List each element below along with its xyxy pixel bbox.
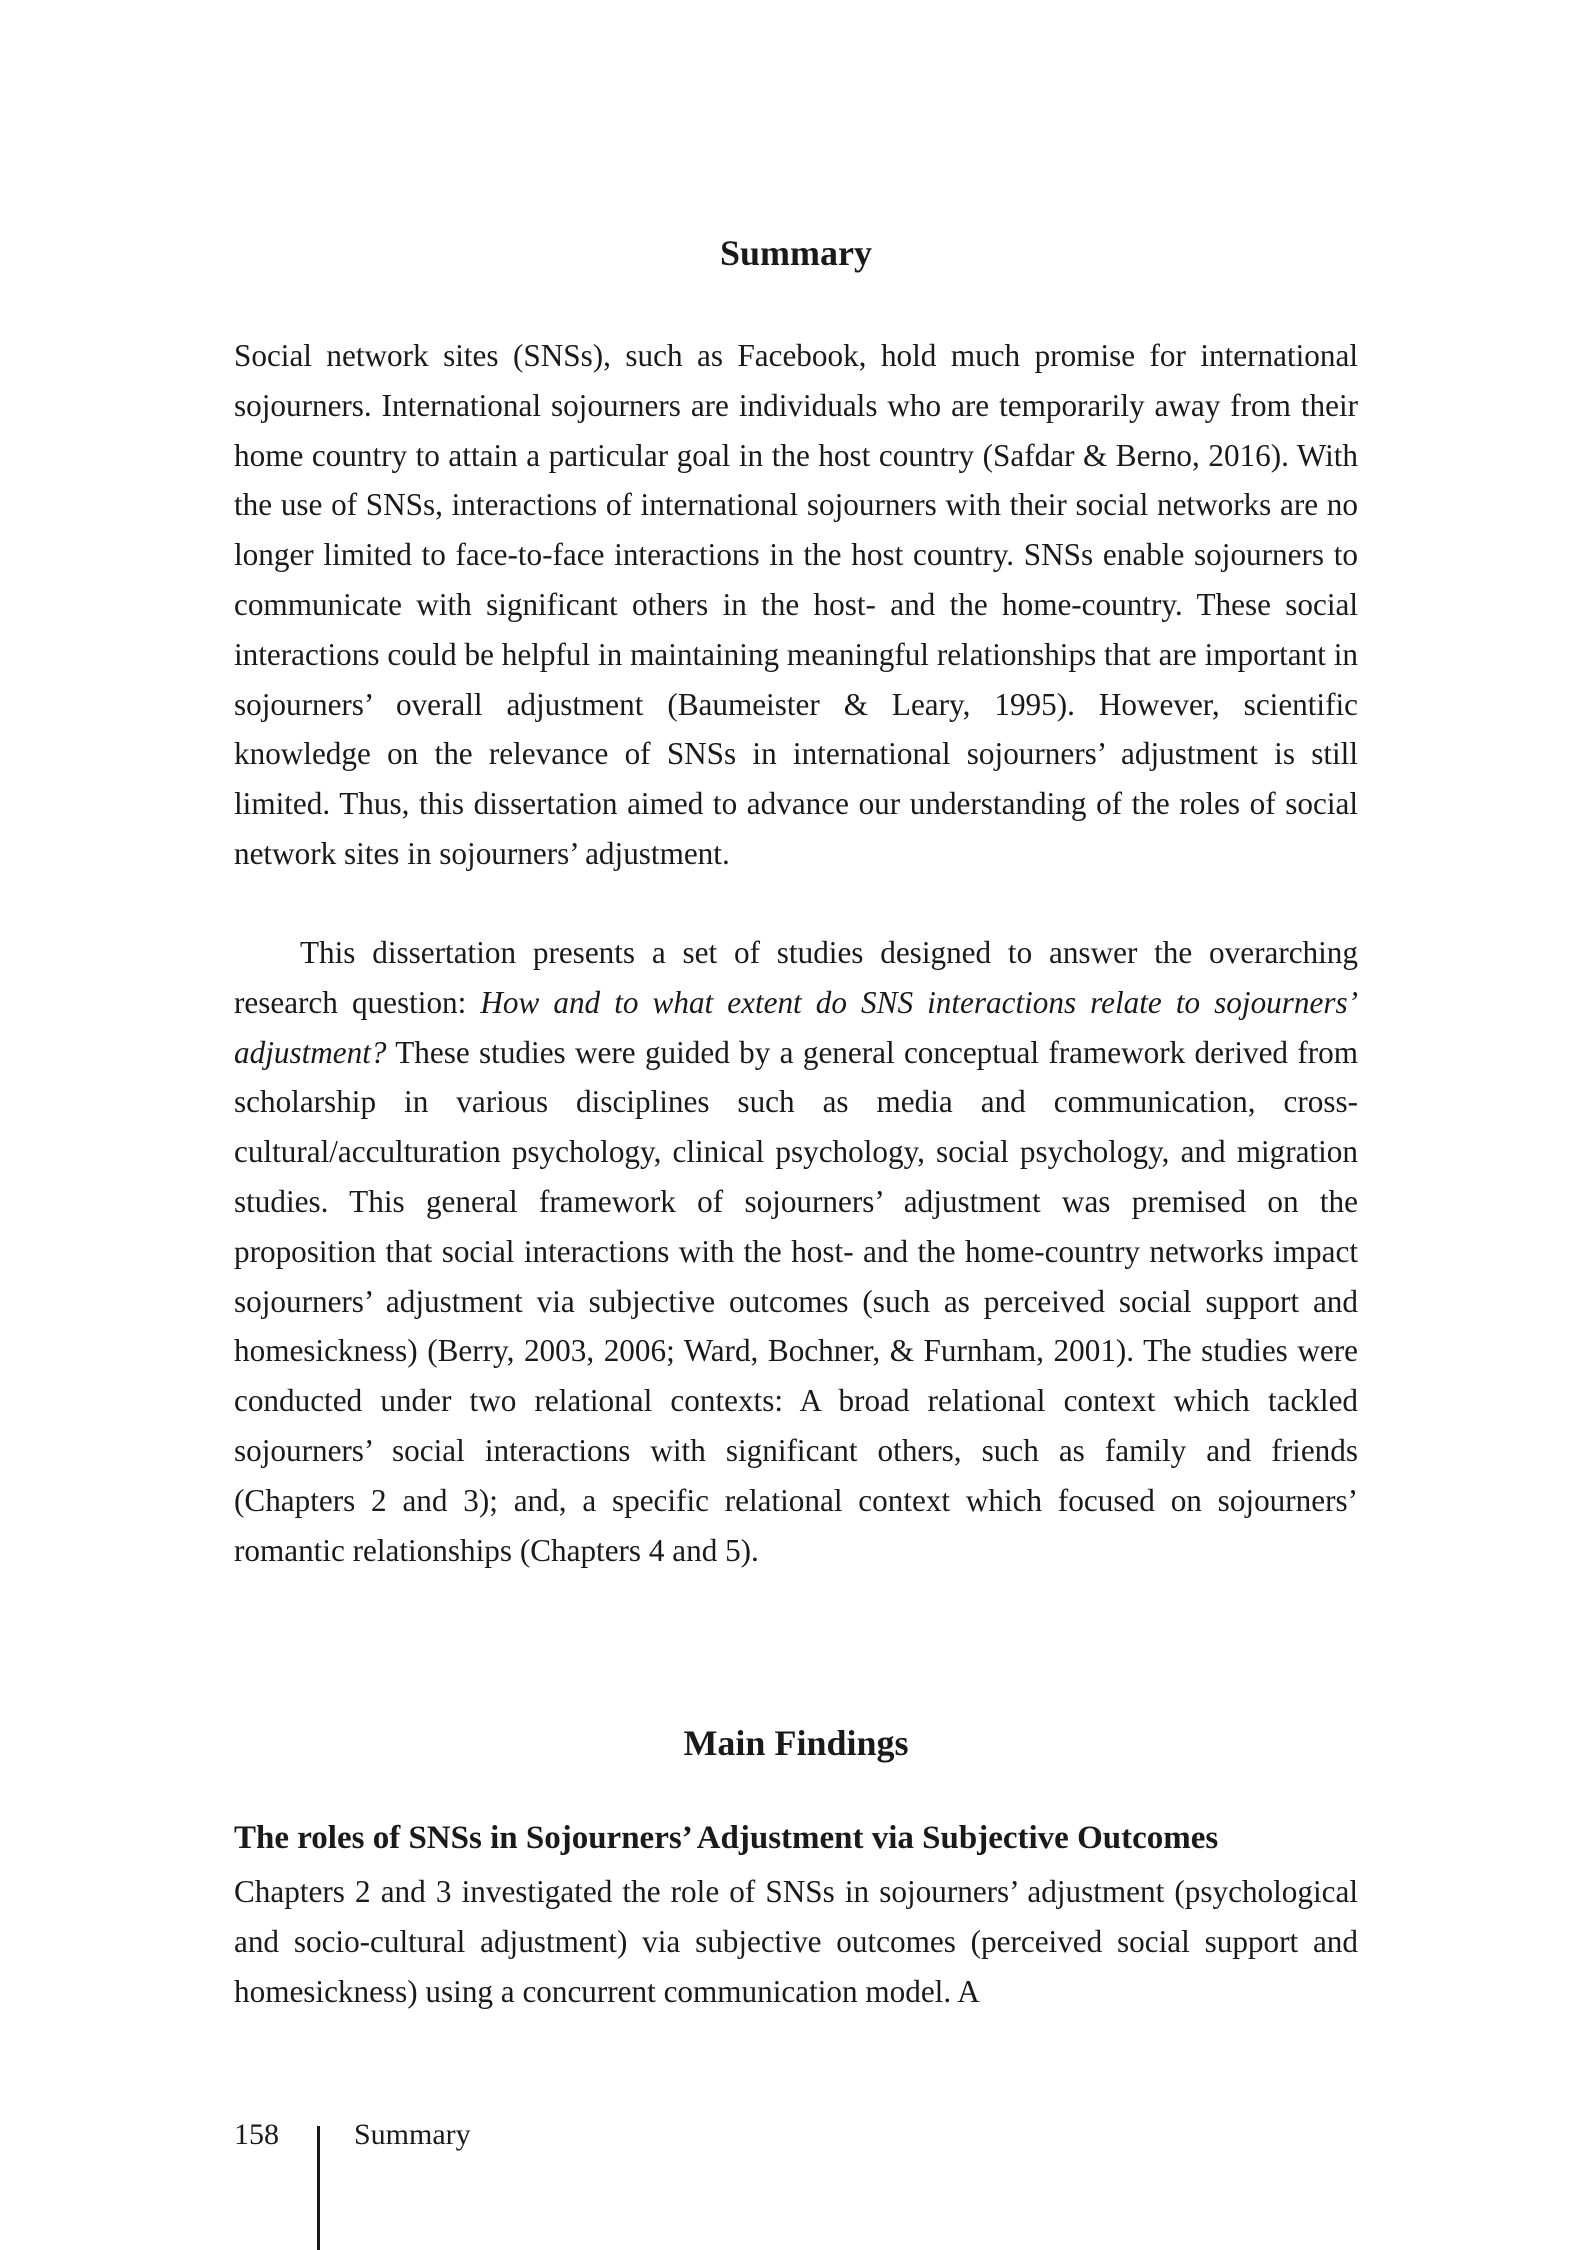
footer-divider (317, 2126, 320, 2250)
summary-paragraph-1: Social network sites (SNSs), such as Facebook, hold much promise for international sojourners. International sojourners are individuals who are temporarily away from their home country to attain a particular goal in the host country (Safdar & Berno, 2016). With the use of SNSs, interactions of international sojourners with their social networks are no longer limited to face-to-face interactions in the host country. SNSs enable sojourners to communicate with significant others in the host- and the home-country. These social interactions could be helpful in maintaining meaningful relationships that are important in sojourners’ overall adjustment (Baumeister & Leary, 1995). However, scientific knowledge on the relevance of SNSs in international sojourners’ adjustment is still limited. Thus, this dissertation aimed to advance our understanding of the roles of social network sites in sojourners’ adjustment. (234, 338, 1358, 871)
paragraph-2-intro: This dissertation presents a set of studies designed to answer the overarching research question: (234, 935, 1358, 1020)
page-number: 158 (234, 2118, 279, 2151)
research-question: How and to what extent do SNS interactions relate to sojourners’ adjustment? (234, 984, 1358, 1070)
running-title: Summary (354, 2118, 471, 2151)
summary-paragraph-2 (234, 928, 1358, 1575)
subsection-heading: The roles of SNSs in Sojourners’ Adjustment via Subjective Outcomes (234, 1820, 1219, 1856)
summary-heading: Summary (720, 233, 872, 273)
findings-paragraph-1: Chapters 2 and 3 investigated the role of SNSs in sojourners’ adjustment (psychological and socio-cultural adjustment) via subjective outcomes (perceived social support and homesickness) using a concurrent communication model. A (234, 1874, 1358, 2009)
main-findings-heading: Main Findings (683, 1723, 909, 1763)
paragraph-2-body: These studies were guided by a general conceptual framework derived from scholarship in various disciplines such as media and communication, cross-cultural/acculturation psychology, clinical psychology, social psychology, and migration studies. This general framework of sojourners’ adjustment was premised on the proposition that social interactions with the host- and the home-country networks impact sojourners’ adjustment via subjective outcomes (such as perceived social support and homesickness) (Berry, 2003, 2006; Ward, Bochner, & Furnham, 2001). The studies were conducted under two relational contexts: A broad relational context which tackled sojourners’ social interactions with significant others, such as family and friends (Chapters 2 and 3); and, a specific relational context which focused on sojourners’ romantic relationships (Chapters 4 and 5). (234, 1034, 1358, 1568)
